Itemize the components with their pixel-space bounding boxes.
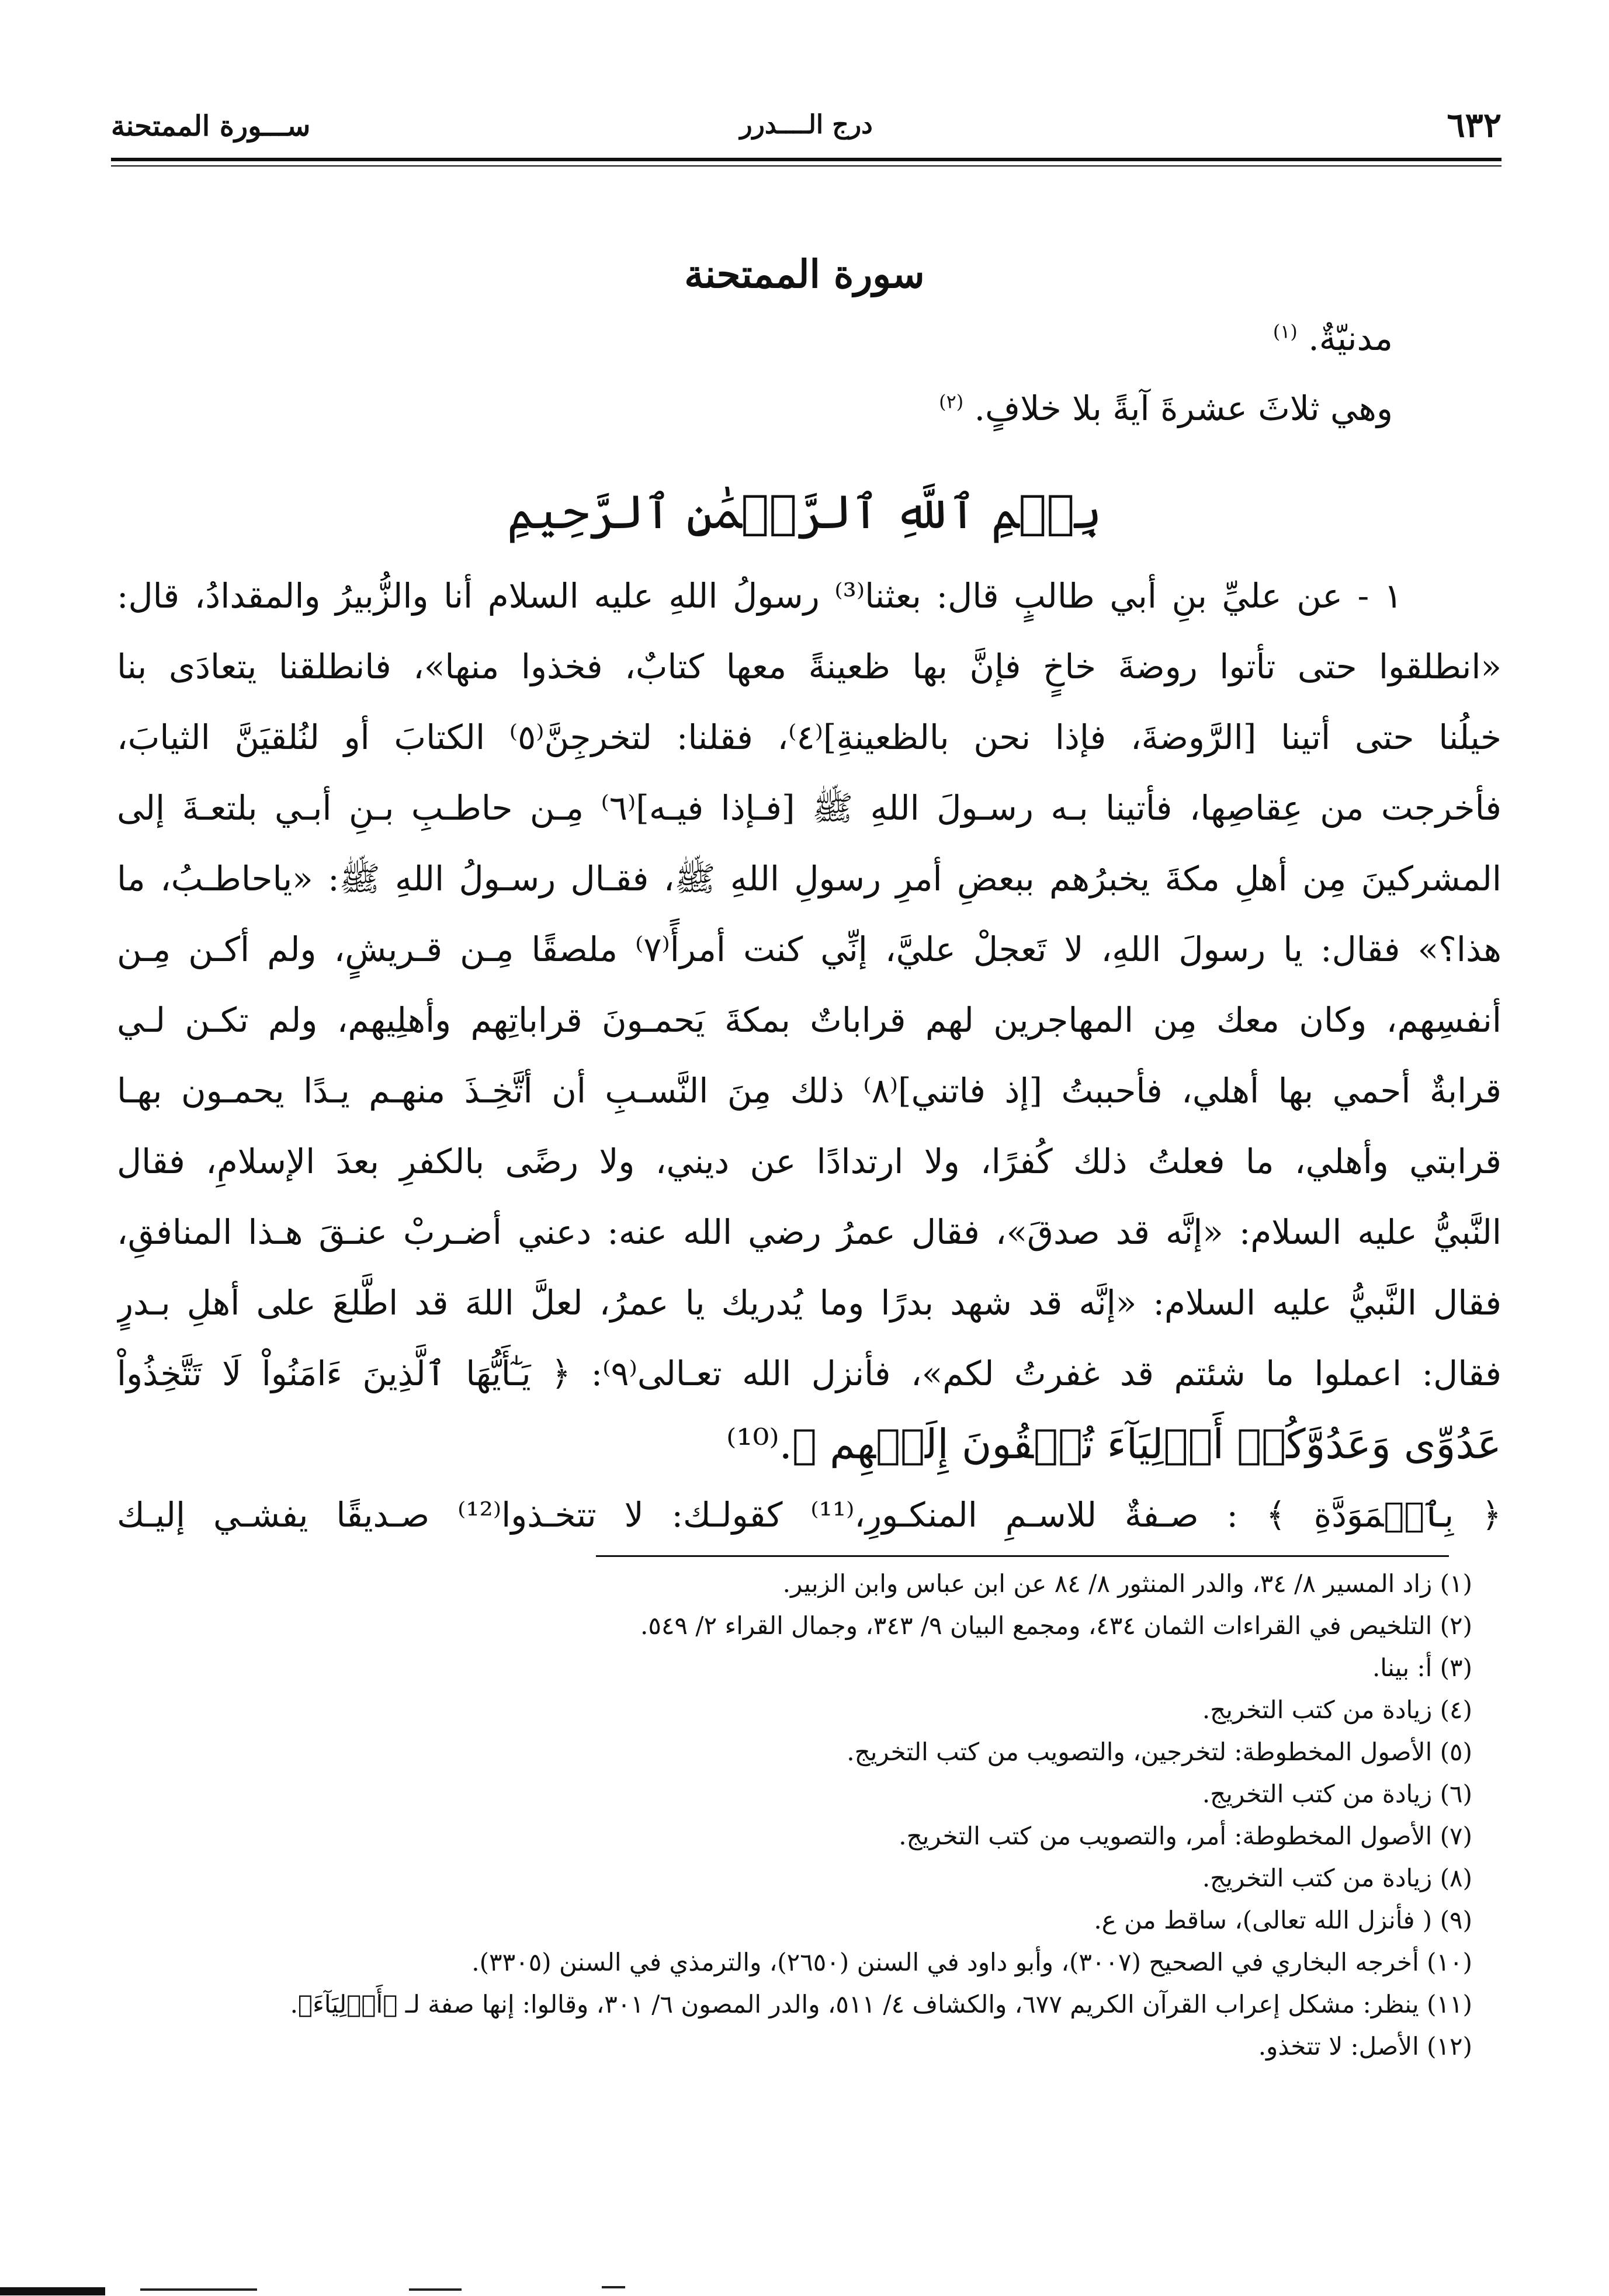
basmala: بِسۡمِ ٱللَّهِ ٱلرَّحۡمَٰنِ ٱلرَّحِيمِ (507, 485, 1102, 539)
verse-count-line (939, 389, 1393, 428)
text-line: أنفسِهم، وكان معك مِن المهاجرين لهم قراباتٌ بمكةَ يَحمـونَ قراباتِهم وأهلِيهم، ولم تكـن لـي (117, 1000, 1501, 1040)
scan-mark (140, 2288, 257, 2291)
text-line: فقال النَّبيُّ عليه السلام: «إنَّه قد شهد بدرًا وما يُدريك يا عمرُ، لعلَّ اللهَ قد اطَّلعَ على أهلِ بـدرٍ (117, 1283, 1501, 1323)
text-line: قرابةٌ أحمي بها أهلي، فأحببتُ [إذ فاتني]⁽٨⁾ ذلك مِنَ النَّسـبِ أن أتَّخِـذَ منهـم يـدًا يحمـون بهـا (117, 1071, 1501, 1111)
text-line: فأخرجت من عِقاصِها، فأتينا بـه رسـولَ اللهِ ﷺ [فـإذا فيـه]⁽٦⁾ مِـن حاطـبِ بـنِ أبـي بلتعـةَ إلى (117, 788, 1501, 828)
footnote: (٧) الأصول المخطوطة: أمر، والتصويب من كتب التخريج. (899, 1822, 1472, 1850)
madaniyya-footnote-ref: (١) (1272, 320, 1298, 343)
text-line: النَّبيُّ عليه السلام: «إنَّه قد صدقَ»، فقال عمرُ رضي الله عنه: دعني أضـربْ عنـقَ هـذا المنافقِ، (117, 1212, 1501, 1252)
verse-count-footnote-ref: (٢) (939, 390, 964, 413)
running-header (111, 105, 1501, 161)
scan-edge-marks (0, 2281, 1609, 2296)
madaniyya-text: مدنيّةٌ. (1308, 318, 1393, 358)
footnote: (٥) الأصول المخطوطة: لتخرجين، والتصويب من كتب التخريج. (847, 1737, 1472, 1766)
surah-title: سورة الممتحنة (684, 251, 925, 297)
footnote: (٢) التلخيص في القراءات الثمان ٤٣٤، ومجمع البيان ٩/ ٣٤٣، وجمال القراء ٢/ ٥٤٩. (640, 1611, 1472, 1640)
footnote-separator (596, 1555, 1449, 1557)
footnote: (١) زاد المسير ٨/ ٣٤، والدر المنثور ٨/ ٨٤ عن ابن عباس وابن الزبير. (782, 1569, 1472, 1598)
quran-verse-line: عَدُوِّى وَعَدُوَّكُمۡ أَوۡلِيَآءَ تُلۡقُونَ إِلَيۡهِم ﴾.⁽¹⁰⁾ (726, 1420, 1501, 1468)
text-line: قرابتي وأهلي، ما فعلتُ ذلك كُفرًا، ولا ارتدادًا عن ديني، ولا رضًى بالكفرِ بعدَ الإسلامِ، فقال (117, 1142, 1501, 1181)
header-rule-thick (111, 158, 1501, 161)
scan-mark (409, 2288, 462, 2291)
verse-count-text: وهي ثلاثَ عشرةَ آيةً بلا خلافٍ. (974, 389, 1393, 428)
header-rule-thin (111, 165, 1501, 167)
scan-mark (602, 2286, 625, 2288)
text-line: فقال: اعملوا ما شئتم قد غفرتُ لكم»، فأنزل الله تعـالى⁽٩⁾: ﴿ يَـٰٓأَيُّهَا ٱلَّذِينَ ءَامَنُواْ لَا تَتَّخِذُواْ (117, 1354, 1501, 1393)
page-number: ٦٣٢ (1447, 105, 1501, 145)
text-line: «انطلقوا حتى تأتوا روضةَ خاخٍ فإنَّ بها ظعينةً معها كتابٌ، فخذوا منها»، فانطلقنا يتعادَى بنا (117, 647, 1501, 686)
footnote: (١٠) أخرجه البخاري في الصحيح (٣٠٠٧)، وأبو داود في السنن (٢٦٥٠)، والترمذي في السنن (٣٣٠٥). (471, 1948, 1472, 1976)
footnote: (٦) زيادة من كتب التخريج. (1202, 1780, 1472, 1808)
text-line: المشركينَ مِن أهلِ مكةَ يخبرُهم ببعضِ أمرِ رسولِ اللهِ ﷺ، فقـال رسـولُ اللهِ ﷺ: «ياحاطـبُ، ما (117, 859, 1501, 899)
madaniyya-line (1273, 318, 1393, 358)
text-line: ١ - عن عليِّ بنِ أبي طالبٍ قال: بعثنا⁽³⁾ رسولُ اللهِ عليه السلام أنا والزُّبيرُ والمقدادُ، قال: (117, 576, 1402, 616)
main-text (117, 561, 1501, 1551)
footnotes (117, 1563, 1472, 2068)
footnote: (١١) ينظر: مشكل إعراب القرآن الكريم ٦٧٧، والكشاف ٤/ ٥١١، والدر المصون ٦/ ٣٠١، وقالوا: إنها صفة لـ ﴿أَوۡلِيَآءَ﴾. (290, 1990, 1472, 2018)
header-book-title: درج الــــدرر (740, 110, 873, 140)
footnote: (٣) أ: بينا. (1372, 1653, 1472, 1682)
footnote: (١٢) الأصل: لا تتخذو. (1258, 2032, 1472, 2061)
scan-mark (0, 2287, 105, 2295)
text-line: خيلُنا حتى أتينا [الرَّوضةَ، فإذا نحن بالظعينةِ]⁽٤⁾، فقلنا: لتخرجِنَّ⁽٥⁾ الكتابَ أو لنُلقيَنَّ الثيابَ، (117, 717, 1501, 757)
footnote: (٤) زيادة من كتب التخريج. (1202, 1695, 1472, 1724)
footnote: (٩) ( فأنزل الله تعالى)، ساقط من ع. (1094, 1906, 1472, 1934)
text-line: هذا؟» فقال: يا رسولَ اللهِ، لا تَعجلْ عليَّ، إنِّي كنت أمرأً⁽٧⁾ ملصقًا مِـن قـريشٍ، ولم أكـن مِـن (117, 930, 1501, 969)
footnote: (٨) زيادة من كتب التخريج. (1202, 1864, 1472, 1892)
header-section-title: ســـورة الممتحنة (111, 110, 311, 143)
text-line: ﴿ بِٱلۡمَوَدَّةِ ﴾ : صـفةٌ للاسـمِ المنكـورِ،⁽¹¹⁾ كقولـك: لا تتخـذوا⁽¹²⁾ صـديقًا يفشـي إليـك (117, 1495, 1501, 1535)
